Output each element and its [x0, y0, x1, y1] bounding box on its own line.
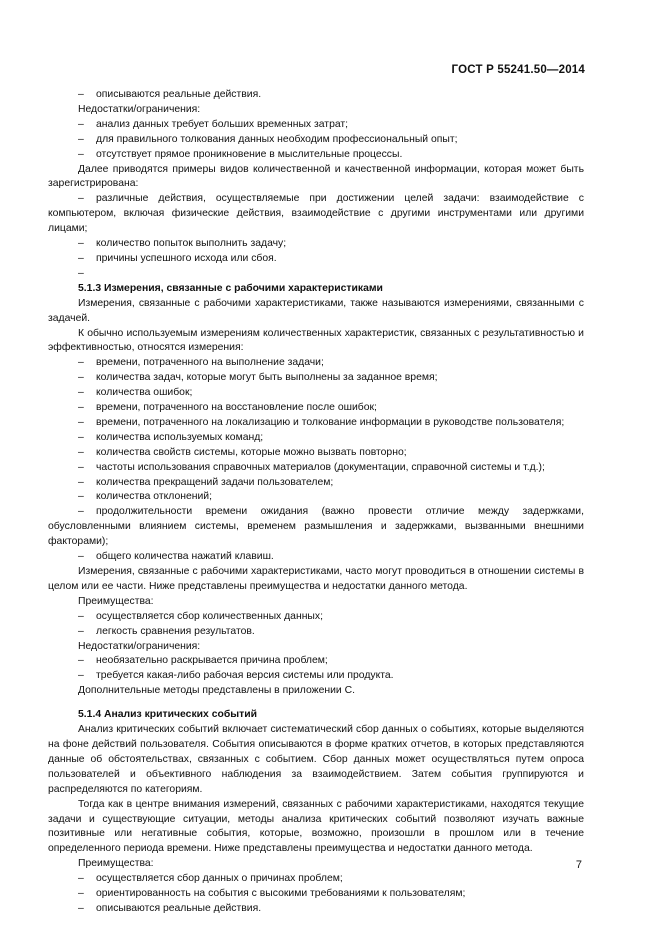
paragraph: Преимущества: — [78, 595, 154, 607]
dash-bullet: – — [78, 387, 84, 399]
list-item: – продолжительности времени ожидания (важно провести отличие между задержками, обусловленными влиянием системы, временем размышления и задержками, вызванными внешними факторами); — [48, 506, 584, 548]
dash-bullet: – — [78, 902, 84, 914]
document-header: ГОСТ Р 55241.50—2014 — [451, 64, 585, 76]
list-item: – количества используемых команд; — [48, 431, 584, 446]
paragraph: Недостатки/ограничения: — [78, 103, 201, 115]
list-item: – количества ошибок; — [48, 386, 584, 401]
dash-bullet: – — [78, 551, 84, 563]
document-body — [48, 88, 584, 917]
list-item: – различные действия, осуществляемые при достижении целей задачи: взаимодействие с компьютером, включая физические действия, взаимодействие с другими инструментами или другими лицами; — [48, 193, 584, 235]
paragraph: Измерения, связанные с рабочими характеристиками, часто могут проводиться в отношении системы в целом или ее части. Ниже представлены преимущества и недостатки данного метода. — [48, 566, 584, 592]
paragraph: Анализ критических событий включает систематический сбор данных о событиях, которые выделяются на фоне действий пользователя. События описываются в форме кратких отчетов, в которых представляются данные об обстоятельствах, связанных с событием. Сбор данных может осуществляться путем опроса пользователей и объективного наблюдения за взаимодействием. Затем события группируются и распределяются по категориям. — [48, 724, 584, 795]
list-item: – количество попыток выполнить задачу; — [48, 237, 584, 252]
list-item: – общего количества нажатий клавиш. — [48, 550, 584, 565]
dash-bullet: – — [78, 252, 84, 264]
section-heading: 5.1.3 Измерения, связанные с рабочими характеристиками — [78, 282, 383, 294]
dash-bullet: – — [78, 372, 84, 384]
list-item: – количества задач, которые могут быть выполнены за заданное время; — [48, 371, 584, 386]
dash-bullet: – — [78, 133, 84, 145]
dash-bullet: – — [78, 431, 84, 443]
list-item: – анализ данных требует больших временных затрат; — [48, 118, 584, 133]
list-item: – необязательно раскрывается причина проблем; — [48, 654, 584, 669]
paragraph: Недостатки/ограничения: — [78, 640, 201, 652]
dash-bullet: – — [78, 89, 84, 100]
paragraph: Преимущества: — [78, 858, 154, 870]
list-item: – легкость сравнения результатов. — [48, 625, 584, 640]
dash-bullet: – — [78, 655, 84, 667]
dash-bullet: – — [78, 402, 84, 414]
dash-bullet: – — [78, 888, 84, 900]
list-item: – для правильного толкования данных необходим профессиональный опыт; — [48, 133, 584, 148]
dash-bullet: – — [78, 416, 84, 428]
dash-bullet: – — [78, 670, 84, 682]
dash-bullet: – — [78, 873, 84, 885]
section-heading: 5.1.4 Анализ критических событий — [78, 709, 257, 721]
dash-bullet: – — [78, 491, 84, 503]
list-item: – причины успешного исхода или сбоя. — [48, 252, 584, 267]
dash-bullet: – — [78, 610, 84, 622]
paragraph: Далее приводятся примеры видов количественной и качественной информации, которая может быть зарегистрирована: — [48, 163, 584, 190]
list-item: – ориентированность на события с высокими требованиями к пользователям; — [48, 887, 584, 902]
list-item: – описываются реальные действия. — [48, 88, 584, 103]
list-item: – количества прекращений задачи пользователем; — [48, 476, 584, 491]
dash-bullet: – — [78, 193, 84, 205]
list-item: – времени, потраченного на восстановление после ошибок; — [48, 401, 584, 416]
dash-bullet: – — [78, 446, 84, 458]
list-item: – осуществляется сбор данных о причинах проблем; — [48, 872, 584, 887]
spacer — [48, 699, 584, 708]
paragraph: Тогда как в центре внимания измерений, связанных с рабочими характеристиками, находятся текущие задачи и существующие ситуации, методы анализа критических событий позволяют изучать важные позитивные или негативные события, которые, возможно, произошли в прошлом или в течение определенного периода времени. Ниже представлены преимущества и недостатки данного метода. — [48, 798, 584, 855]
list-item — [48, 267, 584, 282]
dash-bullet: – — [78, 118, 84, 130]
dash-bullet: – — [78, 267, 84, 279]
list-item: – количества свойств системы, которые можно вызвать повторно; — [48, 446, 584, 461]
dash-bullet: – — [78, 625, 84, 637]
dash-bullet: – — [78, 476, 84, 488]
dash-bullet: – — [78, 506, 84, 518]
paragraph: К обычно используемым измерениям количественных характеристик, связанных с результативностью и эффективностью, относятся измерения: — [48, 327, 584, 354]
dash-bullet: – — [78, 357, 84, 369]
list-item: – количества отклонений; — [48, 490, 584, 505]
dash-bullet: – — [78, 461, 84, 473]
list-item: – времени, потраченного на выполнение задачи; — [48, 356, 584, 371]
list-item: – описываются реальные действия. — [48, 902, 584, 917]
dash-bullet: – — [78, 238, 84, 250]
list-item: – отсутствует прямое проникновение в мыслительные процессы. — [48, 148, 584, 163]
page-number: 7 — [575, 859, 582, 871]
list-item: – частоты использования справочных материалов (документации, справочной системы и т.д.); — [48, 461, 584, 476]
list-item: – требуется какая-либо рабочая версия системы или продукта. — [48, 669, 584, 684]
paragraph: Измерения, связанные с рабочими характеристиками, также называются измерениями, связанными с задачей. — [48, 297, 584, 324]
list-item: – времени, потраченного на локализацию и толкование информации в руководстве пользователя; — [48, 416, 584, 431]
paragraph: Дополнительные методы представлены в приложении С. — [78, 685, 355, 697]
dash-bullet: – — [78, 148, 84, 160]
list-item: – осуществляется сбор количественных данных; — [48, 610, 584, 625]
